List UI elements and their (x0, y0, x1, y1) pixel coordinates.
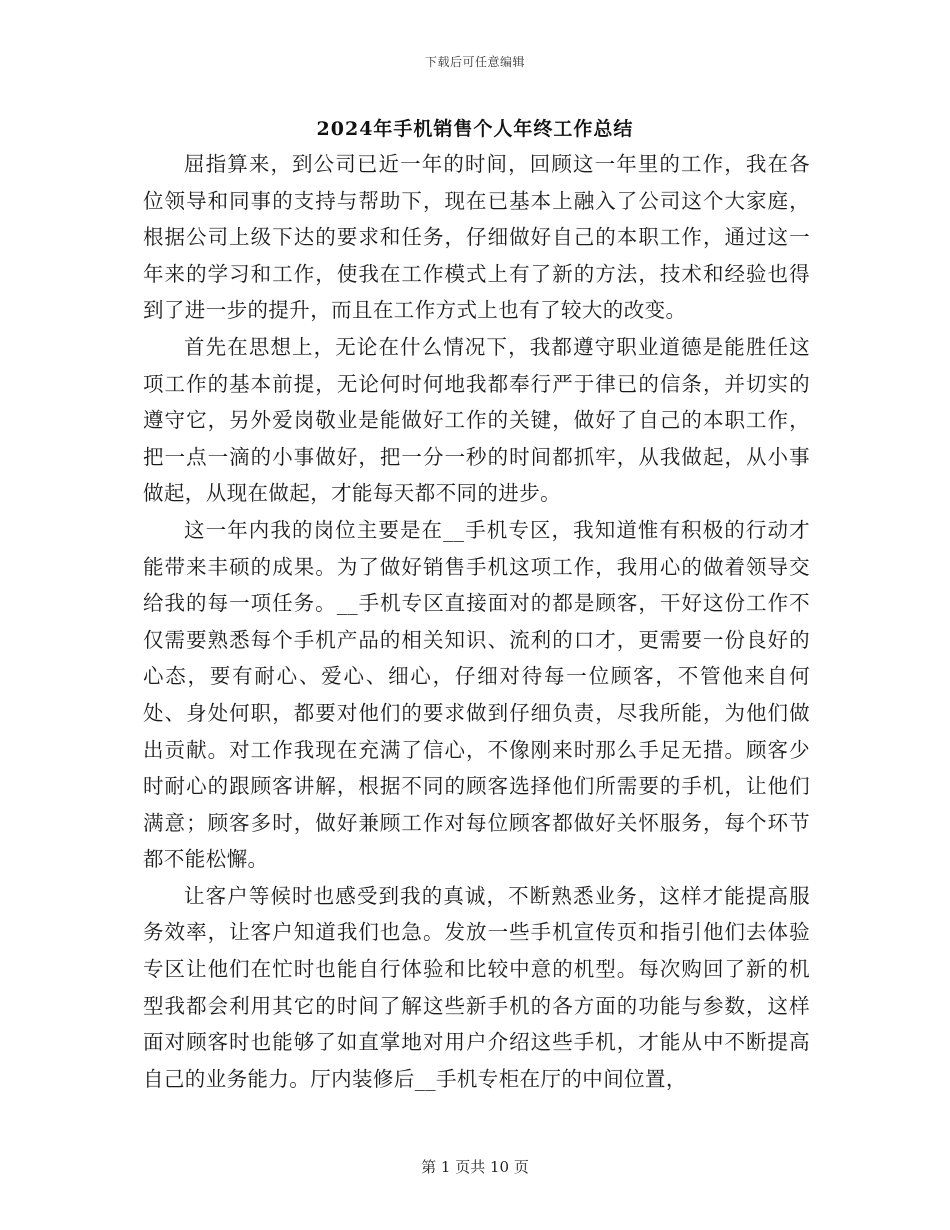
page-number-footer: 第 1 页共 10 页 (421, 1158, 529, 1176)
paragraph-2: 首先在思想上，无论在什么情况下，我都遵守职业道德是能胜任这项工作的基本前提，无论何时何地我都奉行严于律已的信条，并切实的遵守它，另外爱岗敬业是能做好工作的关键，做好了自己的本职工作，把一点一滴的小事做好，把一分一秒的时间都抓牢，从我做起，从小事做起，从现在做起，才能每天都不同的进步。 (143, 334, 810, 506)
paragraph-1: 屈指算来，到公司已近一年的时间，回顾这一年里的工作，我在各位领导和同事的支持与帮助下，现在已基本上融入了公司这个大家庭，根据公司上级下达的要求和任务，仔细做好自己的本职工作，通过这一年来的学习和工作，使我在工作模式上有了新的方法，技术和经验也得到了进一步的提升，而且在工作方式上也有了较大的改变。 (143, 152, 810, 323)
header-note: 下载后可任意编辑 (424, 55, 525, 69)
document-title: 2024年手机销售个人年终工作总结 (316, 118, 634, 140)
document-body (143, 146, 810, 1097)
paragraph-3: 这一年内我的岗位主要是在__手机专区，我知道惟有积极的行动才能带来丰硕的成果。为了做好销售手机这项工作，我用心的做着领导交给我的每一项任务。__手机专区直接面对的都是顾客，干好这份工作不仅需要熟悉每个手机产品的相关知识、流利的口才，更需要一份良好的心态，要有耐心、爱心、细心，仔细对待每一位顾客，不管他来自何处、身处何职，都要对他们的要求做到仔细负责，尽我所能，为他们做出贡献。对工作我现在充满了信心，不像刚来时那么手足无措。顾客少时耐心的跟顾客讲解，根据不同的顾客选择他们所需要的手机，让他们满意；顾客多时，做好兼顾工作对每位顾客都做好关怀服务，每个环节都不能松懈。 (143, 517, 810, 872)
paragraph-4: 让客户等候时也感受到我的真诚，不断熟悉业务，这样才能提高服务效率，让客户知道我们也急。发放一些手机宣传页和指引他们去体验专区让他们在忙时也能自行体验和比较中意的机型。每次购回了新的机型我都会利用其它的时间了解这些新手机的各方面的功能与参数，这样面对顾客时也能够了如直掌地对用户介绍这些手机，才能从中不断提高自己的业务能力。厅内装修后__手机专柜在厅的中间位置， (143, 883, 810, 1091)
